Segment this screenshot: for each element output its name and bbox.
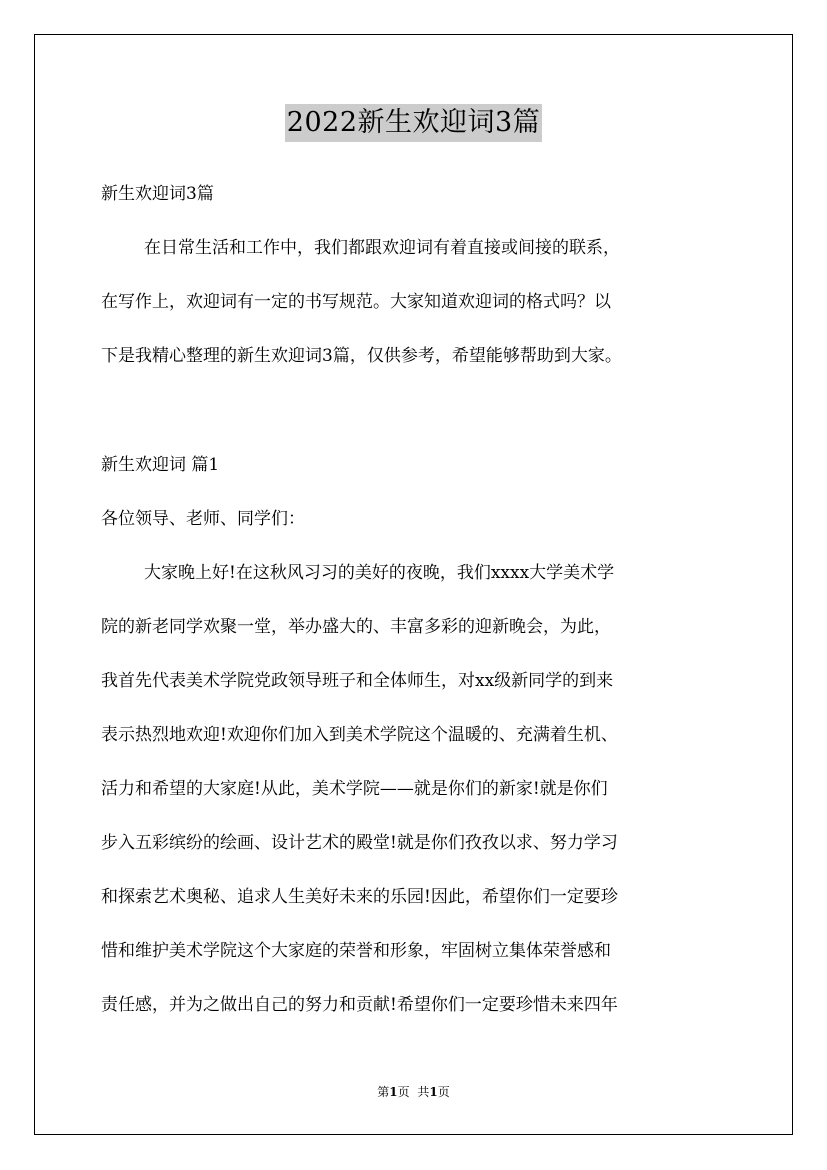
intro-line-1: 在日常生活和工作中，我们都跟欢迎词有着直接或间接的联系， bbox=[144, 238, 620, 258]
body-line-5: 活力和希望的大家庭!从此，美术学院——就是你们的新家!就是你们 bbox=[101, 779, 608, 799]
footer-page-prefix: 第 bbox=[377, 1085, 390, 1099]
footer-page-number: 1 bbox=[389, 1085, 398, 1099]
page-footer bbox=[0, 1084, 827, 1100]
document-title: 2022新生欢迎词3篇 bbox=[285, 104, 542, 142]
body-line-1: 大家晚上好!在这秋风习习的美好的夜晚，我们xxxx大学美术学 bbox=[144, 563, 615, 583]
body-line-2: 院的新老同学欢聚一堂，举办盛大的、丰富多彩的迎新晚会，为此， bbox=[101, 617, 611, 637]
document-subtitle: 新生欢迎词3篇 bbox=[101, 184, 214, 204]
salutation: 各位领导、老师、同学们： bbox=[101, 509, 305, 529]
footer-total-number: 1 bbox=[429, 1085, 438, 1099]
body-line-9: 责任感，并为之做出自己的努力和贡献!希望你们一定要珍惜未来四年 bbox=[101, 995, 618, 1015]
intro-line-2: 在写作上，欢迎词有一定的书写规范。大家知道欢迎词的格式吗？以 bbox=[101, 292, 611, 312]
section-heading: 新生欢迎词 篇1 bbox=[101, 455, 220, 475]
footer-page-suffix: 页 bbox=[397, 1085, 410, 1099]
body-line-3: 我首先代表美术学院党政领导班子和全体师生，对xx级新同学的到来 bbox=[101, 671, 614, 691]
body-line-4: 表示热烈地欢迎!欢迎你们加入到美术学院这个温暖的、充满着生机、 bbox=[101, 725, 618, 745]
body-line-6: 步入五彩缤纷的绘画、设计艺术的殿堂!就是你们孜孜以求、努力学习 bbox=[101, 833, 618, 853]
footer-total-prefix: 共 bbox=[417, 1085, 430, 1099]
title-container bbox=[0, 104, 827, 142]
body-line-7: 和探索艺术奥秘、追求人生美好未来的乐园!因此，希望你们一定要珍 bbox=[101, 887, 618, 907]
body-line-8: 惜和维护美术学院这个大家庭的荣誉和形象，牢固树立集体荣誉感和 bbox=[101, 941, 611, 961]
intro-line-3: 下是我精心整理的新生欢迎词3篇，仅供参考，希望能够帮助到大家。 bbox=[101, 346, 622, 366]
footer-total-suffix: 页 bbox=[437, 1085, 450, 1099]
